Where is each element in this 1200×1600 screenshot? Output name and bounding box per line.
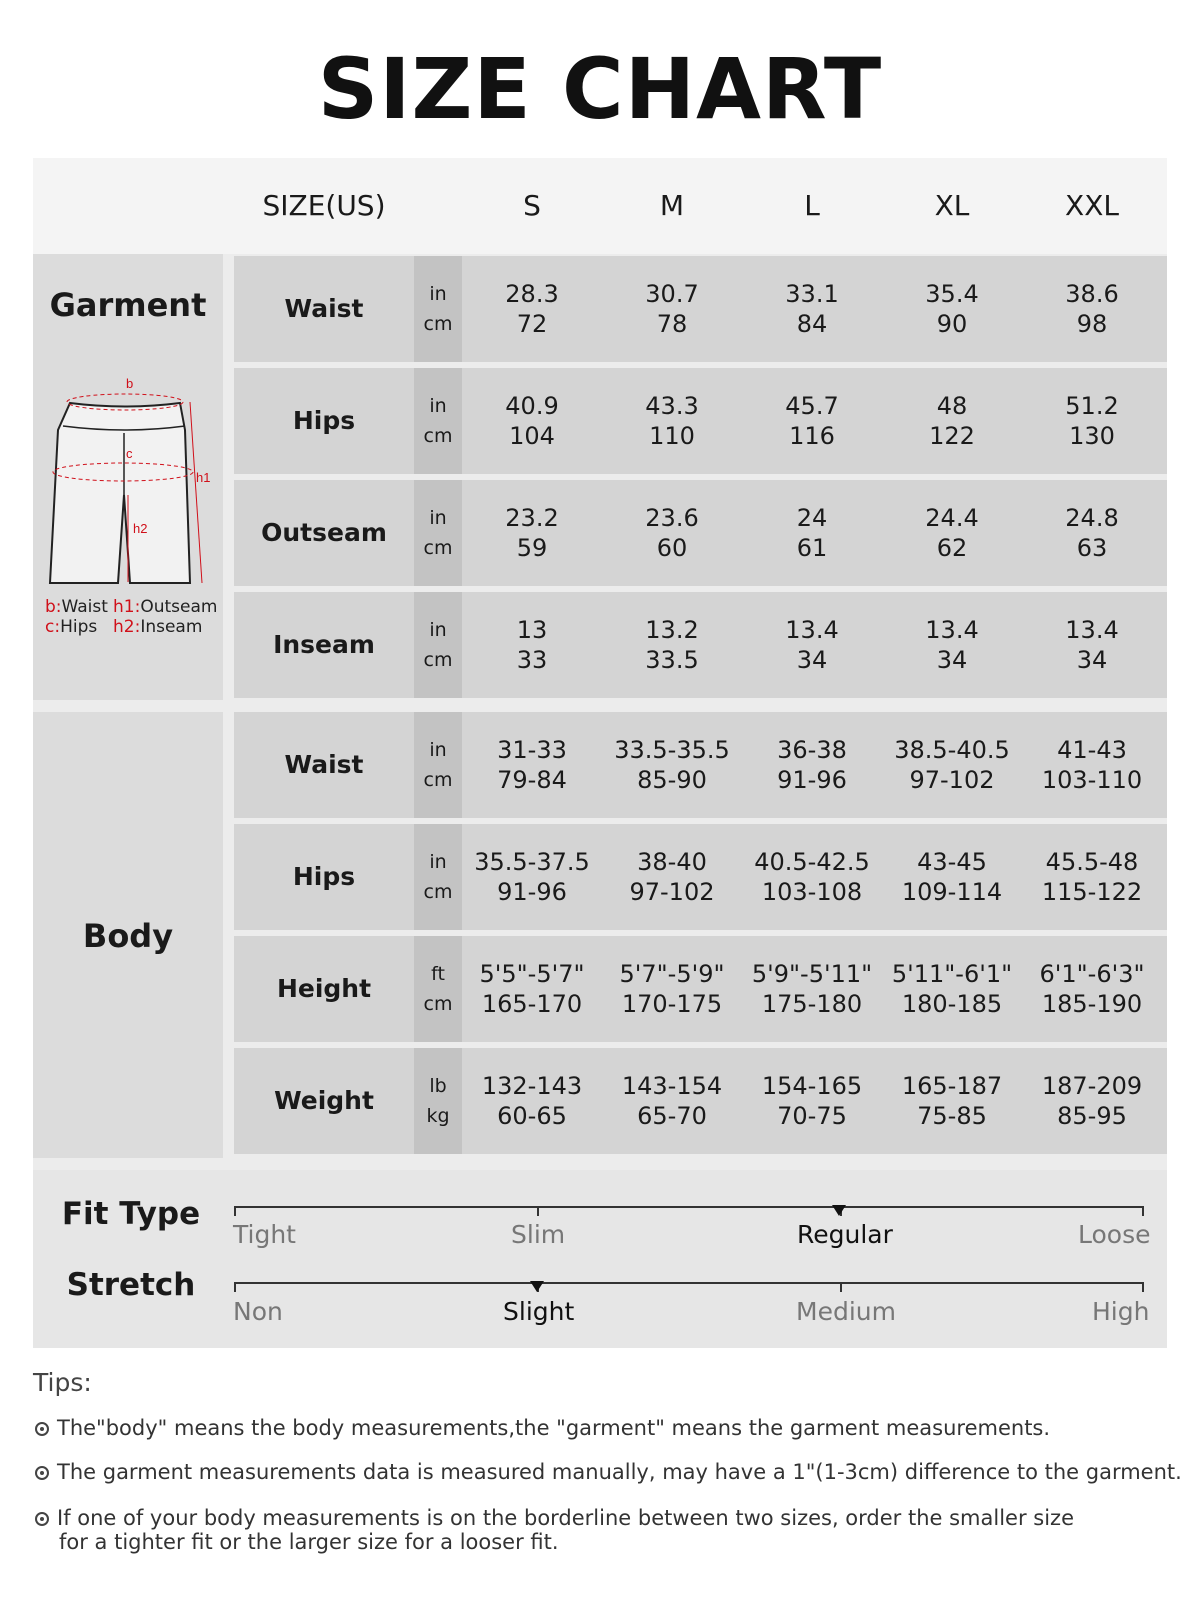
bullet-icon (35, 1422, 49, 1436)
table-cell: 187-209 (1041, 1072, 1143, 1100)
table-cell: 75-85 (917, 1102, 987, 1130)
scale-tick (840, 1282, 842, 1292)
table-cell: 91-96 (497, 878, 567, 906)
tip-item: The garment measurements data is measured manually, may have a 1"(1-3cm) difference to the garment. (35, 1460, 1182, 1484)
unit-label: in (429, 619, 447, 641)
table-cell: 23.6 (645, 504, 699, 532)
unit-label: lb (429, 1075, 447, 1097)
table-cell: 23.2 (505, 504, 559, 532)
table-cell: 91-96 (777, 766, 847, 794)
table-cell: 5'9"-5'11" (751, 960, 873, 988)
size-col-s: S (523, 189, 541, 222)
unit-label: cm (423, 769, 453, 791)
table-cell: 5'5"-5'7" (479, 960, 585, 988)
table-cell: 13.4 (1065, 616, 1119, 644)
table-cell: 13.4 (785, 616, 839, 644)
table-cell: 45.7 (785, 392, 839, 420)
scale-tick (234, 1282, 236, 1292)
table-cell: 45.5-48 (1045, 848, 1139, 876)
page-title: SIZE CHART (317, 40, 883, 138)
table-cell: 33 (516, 646, 548, 674)
fit-type-marker-icon (832, 1205, 846, 1216)
table-cell: 85-90 (637, 766, 707, 794)
table-cell: 35.5-37.5 (474, 848, 590, 876)
stretch-label-slight: Slight (503, 1297, 575, 1326)
table-cell: 143-154 (621, 1072, 723, 1100)
unit-label: in (429, 507, 447, 529)
table-cell: 72 (516, 310, 548, 338)
table-cell: 165-170 (481, 990, 583, 1018)
diagram-label-h1: h1 (196, 470, 211, 485)
table-cell: 41-43 (1057, 736, 1127, 764)
table-cell: 115-122 (1041, 878, 1143, 906)
size-col-xl: XL (934, 189, 970, 222)
table-cell: 62 (936, 534, 968, 562)
fit-type-scale (234, 1206, 1144, 1208)
stretch-marker-icon (530, 1281, 544, 1292)
garment-inseam-label: Inseam (273, 630, 375, 659)
size-col-l: L (804, 189, 820, 222)
table-cell: 28.3 (505, 280, 559, 308)
unit-label: cm (423, 537, 453, 559)
table-cell: 24.8 (1065, 504, 1119, 532)
bullet-icon (35, 1466, 49, 1480)
table-cell: 78 (656, 310, 688, 338)
garment-hips-label: Hips (292, 406, 356, 435)
table-cell: 40.5-42.5 (754, 848, 870, 876)
legend-inseam: h2:Inseam (113, 617, 203, 637)
shorts-diagram-icon (40, 378, 220, 588)
table-cell: 63 (1076, 534, 1108, 562)
table-cell: 34 (936, 646, 968, 674)
unit-label: in (429, 851, 447, 873)
table-cell: 90 (936, 310, 968, 338)
table-cell: 13.2 (645, 616, 699, 644)
legend-hips: c:Hips (45, 617, 98, 637)
table-cell: 43.3 (645, 392, 699, 420)
table-cell: 30.7 (645, 280, 699, 308)
fit-label-regular: Regular (797, 1220, 893, 1249)
table-cell: 98 (1076, 310, 1108, 338)
diagram-label-c: c (126, 446, 133, 461)
table-cell: 154-165 (761, 1072, 863, 1100)
table-cell: 103-108 (761, 878, 863, 906)
table-cell: 132-143 (481, 1072, 583, 1100)
garment-outseam-label: Outseam (261, 518, 387, 547)
stretch-label-non: Non (233, 1297, 283, 1326)
table-cell: 97-102 (629, 878, 715, 906)
diagram-label-h2: h2 (133, 521, 148, 536)
tip-item: If one of your body measurements is on the borderline between two sizes, order the smaller size (35, 1506, 1074, 1530)
table-cell: 61 (796, 534, 828, 562)
table-cell: 70-75 (777, 1102, 847, 1130)
table-cell: 33.5 (645, 646, 699, 674)
table-cell: 97-102 (909, 766, 995, 794)
size-col-xxl: XXL (1065, 189, 1119, 222)
table-cell: 122 (929, 422, 975, 450)
table-cell: 165-187 (901, 1072, 1003, 1100)
table-cell: 110 (649, 422, 695, 450)
table-cell: 185-190 (1041, 990, 1143, 1018)
body-hips-label: Hips (292, 862, 356, 891)
table-cell: 38-40 (637, 848, 707, 876)
garment-section-title: Garment (49, 286, 207, 324)
body-section-title: Body (82, 917, 174, 955)
stretch-scale (234, 1282, 1144, 1284)
size-header-label: SIZE(US) (262, 189, 386, 222)
fit-label-slim: Slim (511, 1220, 566, 1249)
scale-tick (537, 1206, 539, 1216)
table-cell: 79-84 (497, 766, 567, 794)
tip-item: The"body" means the body measurements,the "garment" means the garment measurements. (35, 1416, 1050, 1440)
table-cell: 24.4 (925, 504, 979, 532)
table-cell: 60-65 (497, 1102, 567, 1130)
table-cell: 6'1"-6'3" (1039, 960, 1145, 988)
stretch-title: Stretch (66, 1267, 196, 1303)
table-cell: 170-175 (621, 990, 723, 1018)
table-cell: 104 (509, 422, 555, 450)
table-cell: 48 (936, 392, 968, 420)
table-cell: 130 (1069, 422, 1115, 450)
body-weight-label: Weight (274, 1086, 374, 1115)
bullet-icon (35, 1512, 49, 1526)
unit-label: cm (423, 425, 453, 447)
size-col-m: M (659, 189, 685, 222)
table-cell: 5'11"-6'1" (891, 960, 1013, 988)
table-cell: 60 (656, 534, 688, 562)
table-cell: 33.5-35.5 (614, 736, 730, 764)
unit-label: cm (423, 881, 453, 903)
table-cell: 84 (796, 310, 828, 338)
table-cell: 40.9 (505, 392, 559, 420)
unit-label: kg (426, 1105, 450, 1127)
stretch-label-high: High (1092, 1297, 1150, 1326)
tips-title: Tips: (33, 1368, 92, 1397)
table-cell: 38.6 (1065, 280, 1119, 308)
table-cell: 31-33 (497, 736, 567, 764)
unit-label: in (429, 395, 447, 417)
table-cell: 36-38 (777, 736, 847, 764)
table-cell: 38.5-40.5 (894, 736, 1010, 764)
table-cell: 103-110 (1041, 766, 1143, 794)
stretch-label-medium: Medium (796, 1297, 896, 1326)
unit-label: cm (423, 313, 453, 335)
table-cell: 13.4 (925, 616, 979, 644)
unit-label: in (429, 739, 447, 761)
legend-waist: b:Waist (45, 597, 108, 617)
fit-label-tight: Tight (233, 1220, 296, 1249)
table-cell: 43-45 (917, 848, 987, 876)
tip-item-continuation: for a tighter fit or the larger size for a looser fit. (59, 1530, 559, 1554)
scale-tick (1142, 1206, 1144, 1216)
table-cell: 33.1 (785, 280, 839, 308)
scale-tick (234, 1206, 236, 1216)
table-cell: 175-180 (761, 990, 863, 1018)
unit-label: cm (423, 649, 453, 671)
table-cell: 51.2 (1065, 392, 1119, 420)
unit-label: ft (431, 963, 445, 985)
table-cell: 85-95 (1057, 1102, 1127, 1130)
unit-label: cm (423, 993, 453, 1015)
unit-label: in (429, 283, 447, 305)
table-cell: 34 (1076, 646, 1108, 674)
table-cell: 180-185 (901, 990, 1003, 1018)
fit-type-title: Fit Type (61, 1196, 201, 1232)
table-cell: 13 (516, 616, 548, 644)
table-cell: 5'7"-5'9" (619, 960, 725, 988)
table-cell: 116 (789, 422, 835, 450)
scale-tick (1142, 1282, 1144, 1292)
body-height-label: Height (276, 974, 372, 1003)
legend-outseam: h1:Outseam (113, 597, 218, 617)
table-cell: 59 (516, 534, 548, 562)
body-waist-label: Waist (284, 750, 364, 779)
table-cell: 34 (796, 646, 828, 674)
table-cell: 24 (796, 504, 828, 532)
diagram-label-b: b (126, 378, 134, 391)
table-cell: 109-114 (901, 878, 1003, 906)
table-cell: 65-70 (637, 1102, 707, 1130)
table-cell: 35.4 (925, 280, 979, 308)
garment-waist-label: Waist (284, 294, 364, 323)
fit-label-loose: Loose (1078, 1220, 1151, 1249)
